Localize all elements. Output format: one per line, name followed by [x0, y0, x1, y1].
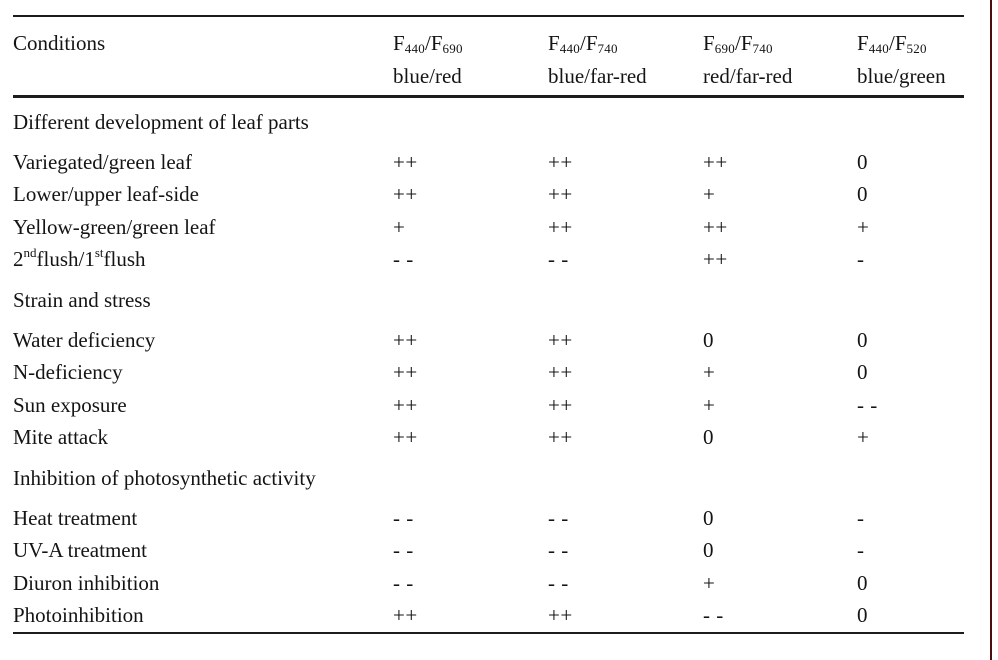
bands-label: blue/red	[393, 64, 462, 88]
value-cell: 0	[703, 425, 714, 450]
ratio-label: $F_{440}/F_{520}$	[857, 31, 927, 56]
value-cell: ++	[548, 360, 573, 385]
table-row	[13, 600, 964, 633]
section-title-2: Inhibition of photosynthetic activity	[13, 465, 316, 490]
value-cell: +	[703, 570, 716, 595]
value-cell: - -	[548, 505, 569, 530]
value-cell: 0	[857, 570, 868, 595]
value-cell: ++	[548, 182, 573, 207]
value-cell: - -	[857, 392, 878, 417]
value-cell: ++	[548, 392, 573, 417]
table-row	[13, 535, 964, 568]
condition-label: Lower/upper leaf-side	[13, 182, 199, 207]
table-row	[13, 502, 964, 535]
value-cell: 0	[703, 327, 714, 352]
value-cell: ++	[393, 149, 418, 174]
bands-label: red/far-red	[703, 64, 793, 88]
value-cell: ++	[548, 327, 573, 352]
value-cell: ++	[393, 392, 418, 417]
value-cell: ++	[548, 214, 573, 239]
section-title-1: Strain and stress	[13, 287, 151, 312]
table-row	[13, 244, 964, 277]
column-header-ratio-3	[703, 17, 857, 95]
bands-label: blue/far-red	[548, 64, 647, 88]
condition-label: Water deficiency	[13, 327, 156, 352]
column-header-ratio-1	[393, 17, 548, 95]
value-cell: ++	[548, 425, 573, 450]
condition-label: Photoinhibition	[13, 603, 144, 628]
value-cell: 0	[857, 149, 868, 174]
value-cell: +	[703, 360, 716, 385]
value-cell: -	[857, 538, 865, 563]
value-cell: ++	[548, 603, 573, 628]
condition-label: Yellow-green/green leaf	[13, 214, 216, 239]
value-cell: - -	[548, 247, 569, 272]
condition-label: N-deficiency	[13, 360, 123, 385]
table-row	[13, 211, 964, 244]
value-cell: 0	[703, 505, 714, 530]
value-cell: - -	[393, 538, 414, 563]
value-cell: - -	[548, 570, 569, 595]
value-cell: - -	[548, 538, 569, 563]
table-row	[13, 179, 964, 212]
ratio-label: $F_{440}/F_{740}$	[548, 31, 618, 56]
value-cell: +	[703, 182, 716, 207]
value-cell: +	[857, 214, 870, 239]
fluorescence-ratio-table	[13, 15, 964, 634]
value-cell: +	[703, 392, 716, 417]
table-row	[13, 324, 964, 357]
bands-label: blue/green	[857, 64, 946, 88]
value-cell: +	[393, 214, 406, 239]
value-cell: -	[857, 247, 865, 272]
condition-label: Mite attack	[13, 425, 109, 450]
page-edge-line	[990, 0, 992, 660]
column-header-ratio-2	[548, 17, 703, 95]
value-cell: 0	[857, 182, 868, 207]
value-cell: ++	[703, 149, 728, 174]
value-cell: 0	[857, 360, 868, 385]
condition-label: Diuron inhibition	[13, 570, 160, 595]
value-cell: - -	[393, 505, 414, 530]
value-cell: 0	[703, 538, 714, 563]
table-row	[13, 146, 964, 179]
column-header-ratio-4	[857, 17, 964, 95]
value-cell: ++	[703, 214, 728, 239]
value-cell: 0	[857, 603, 868, 628]
value-cell: - -	[393, 247, 414, 272]
condition-label: Heat treatment	[13, 505, 138, 530]
value-cell: ++	[548, 149, 573, 174]
condition-label: Variegated/green leaf	[13, 149, 192, 174]
value-cell: 0	[857, 327, 868, 352]
value-cell: ++	[393, 603, 418, 628]
value-cell: +	[857, 425, 870, 450]
value-cell: ++	[393, 327, 418, 352]
value-cell: ++	[393, 425, 418, 450]
ratio-label: $F_{440}/F_{690}$	[393, 31, 463, 56]
value-cell: ++	[393, 182, 418, 207]
table-header-row	[13, 17, 964, 98]
column-header-conditions: Conditions	[13, 31, 106, 55]
table-body	[13, 98, 964, 634]
condition-label: Sun exposure	[13, 392, 127, 417]
table-row	[13, 357, 964, 390]
section-title-0: Different development of leaf parts	[13, 109, 309, 134]
value-cell: - -	[703, 603, 724, 628]
table-row	[13, 422, 964, 455]
condition-label: 2 $^{nd}$ flush/1 $^{st}$ flush	[13, 245, 146, 272]
value-cell: ++	[703, 247, 728, 272]
table-row	[13, 567, 964, 600]
table-row	[13, 389, 964, 422]
value-cell: - -	[393, 570, 414, 595]
condition-label: UV-A treatment	[13, 538, 147, 563]
ratio-label: $F_{690}/F_{740}$	[703, 31, 773, 56]
value-cell: -	[857, 505, 865, 530]
value-cell: ++	[393, 360, 418, 385]
